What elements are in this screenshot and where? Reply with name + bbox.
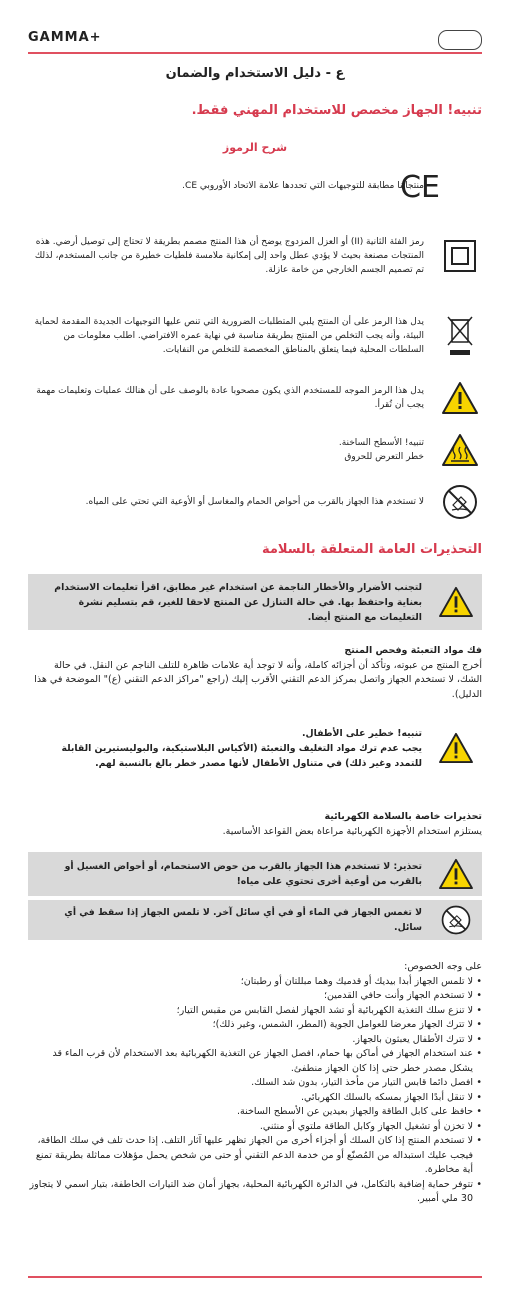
warning-triangle-icon (438, 376, 482, 420)
class-ii-insulation-icon (438, 234, 482, 278)
list-item: • لا تخزن أو تشغيل الجهاز وكابل الطاقة ملتوي أو منثني. (28, 1120, 482, 1135)
no-water-icon (438, 480, 482, 524)
electrical-section (28, 810, 482, 839)
water-warning-text-2: لا تغمس الجهاز في الماء أو في أي سائل آخر. لا تلمس الجهاز إذا سقط في أي سائل. (64, 907, 422, 933)
symbol-row-hot-surface (28, 428, 482, 472)
ce-mark-icon (400, 164, 482, 208)
symbol-row-warning (28, 376, 482, 420)
water-warning-box-1 (28, 852, 482, 896)
symbol-row-class-ii (28, 228, 482, 284)
list-item: • حافظ على كابل الطاقة والجهاز بعيدين عن الأسطح الساخنة. (28, 1105, 482, 1120)
professional-use-warning: تنبيه! الجهاز مخصص للاستخدام المهني فقط. (191, 103, 482, 118)
bottom-divider (28, 1276, 482, 1278)
unpacking-section (28, 644, 482, 702)
children-notice-text (28, 722, 430, 775)
list-item: • لا تترك الأطفال يعبثون بالجهاز. (28, 1033, 482, 1048)
symbol-text: تنبيه! الأسطح الساخنة. خطر التعرض للحروق (338, 438, 424, 462)
no-water-icon (430, 904, 482, 936)
in-particular-intro: على وجه الخصوص: (404, 961, 482, 972)
list-item: • لا تترك الجهاز معرضا للعوامل الجوية (المطر، الشمس، وغير ذلك)؛ (28, 1018, 482, 1033)
safety-section-title: التحذيرات العامة المتعلقة بالسلامة (262, 542, 482, 557)
symbol-text: لا تستخدم هذا الجهاز بالقرب من أحواض الحمام والمغاسل أو الأوعية التي تحتي على المياه. (85, 497, 424, 507)
safety-box-text: لتجنب الأضرار والأخطار الناجمة عن استخدام غير مطابق، اقرأ تعليمات الاستخدام بعناية واحتفظ بها. في حالة التنازل عن المنتج لاحقا للغير، قم بتسليم نشرة التعليمات مع المنتج أيضا. (54, 581, 422, 623)
svg-text:CE: CE (400, 170, 440, 205)
symbol-text: منتجاتنا مطابقة للتوجيهات التي تحددها علامة الاتحاد الأوروبي CE. (182, 181, 424, 191)
warning-triangle-icon (430, 732, 482, 764)
symbol-row-weee (28, 308, 482, 364)
children-notice-line1: تنبيه! خطير على الأطفال. (302, 727, 422, 739)
list-item: • عند استخدام الجهاز في أماكن بها حمام، افصل الجهاز عن التغذية الكهربائية بعد الاستخدام لأن قرب الماء قد يشكل مصدر خطر حتى إذا كان الجهاز منطفئ. (28, 1047, 482, 1076)
symbol-text: رمز الفئة الثانية (II) أو العزل المزدوج يوضح أن هذا المنتج مصمم بطريقة لا تحتاج إلى توصيل أرضي. هذه المنتجات مصنعة بحيث لا يؤدي عطل واحد إلى إمكانية ملامسة فلطيات خطيرة من جانب المستخدم، لذلك تم تصميم الجسم الخارجي من خامة عازلة. (34, 237, 424, 275)
brand-logo: GAMMA+ (28, 30, 102, 45)
document-title: ع - دليل الاستخدام والضمان (165, 66, 345, 81)
unpacking-heading: فك مواد التعبئة وفحص المنتج (344, 645, 482, 656)
list-item: • لا تلمس الجهاز أبدا بيديك أو قدميك وهما مبللتان أو رطبتان؛ (28, 975, 482, 990)
symbol-row-ce (28, 164, 482, 208)
warning-triangle-icon (430, 858, 482, 890)
language-badge (438, 30, 482, 50)
children-danger-notice (28, 722, 482, 774)
unpacking-body: أخرج المنتج من عبوته، وتأكد أن أجزائه كاملة، وأنه لا توجد أية علامات ظاهرة للتلف الناجم عن النقل. في حالة الشك، لا تستخدم الجهاز واتصل بمركز الدعم التقني الأقرب إليك (راجع "مراكز الدعم التقني (ع)" الموضحة في هذا الدليل). (34, 659, 482, 700)
in-particular-section (28, 960, 482, 1207)
list-item: • لا تنزع سلك التغذية الكهربائية أو تشد الجهاز لفصل القابس من مقبس التيار؛ (28, 1004, 482, 1019)
hot-surface-icon (438, 428, 482, 472)
precautions-list (28, 975, 482, 1207)
electrical-body: يستلزم استخدام الأجهزة الكهربائية مراعاة بعض القواعد الأساسية. (222, 825, 482, 837)
list-item: • لا تنقل أبدًا الجهاز بمسكه بالسلك الكهربائي. (28, 1091, 482, 1106)
electrical-heading: تحذيرات خاصة بالسلامة الكهربائية (324, 811, 482, 822)
water-warning-text-1: تحذير: لا تستخدم هذا الجهاز بالقرب من حوض الاستحمام، أو أحواض الغسيل أو بالقرب من أوعية أخرى تحتوي على مياه! (64, 861, 422, 887)
list-item: • لا تستخدم المنتج إذا كان السلك أو أجزاء أخرى من الجهاز تظهر عليها آثار التلف. إذا حدث تلف في سلك الطاقة، فيجب عليك استبداله من المُصنّع أو من خدمة الدعم التقني أو حتى من شخص يحمل مؤهلات مماثلة بطريقة تمنع أية مخاطرة. (28, 1134, 482, 1178)
warning-triangle-icon (430, 586, 482, 618)
list-item: • لا تستخدم الجهاز وأنت حافي القدمين؛ (28, 989, 482, 1004)
symbol-row-no-water (28, 480, 482, 524)
safety-instructions-box (28, 574, 482, 630)
list-item: • افصل دائما قابس التيار من مأخذ التيار، بدون شد السلك. (28, 1076, 482, 1091)
top-divider (28, 52, 482, 54)
weee-crossed-bin-icon (438, 314, 482, 358)
list-item: • تتوفر حماية إضافية بالتكامل، في الدائرة الكهربائية المحلية، بجهاز أمان ضد التيارات الخاطفة، بتيار اسمي لا يتجاوز 30 ملي أمبير. (28, 1178, 482, 1207)
children-notice-line2: يجب عدم ترك مواد التغليف والتعبئة (الأكياس البلاستيكية، والبوليستيرين القابلة للتمدد وغير ذلك) في متناول الأطفال لأنها مصدر خطر بالغ بالنسبة لهم. (61, 742, 422, 769)
symbols-title: شرح الرموز (222, 141, 288, 154)
symbol-text: يدل هذا الرمز الموجه للمستخدم الذي يكون مصحوبا عادة بالوصف على أن هنالك عمليات وتعليمات مهمة يجب أن تُقرأ. (36, 386, 424, 410)
water-warning-box-2 (28, 900, 482, 940)
symbol-text: يدل هذا الرمز على أن المنتج يلبي المتطلبات الضرورية التي تنص عليها التوجيهات الجديدة المقدمة لحماية البيئة، وأنه يجب التخلص من المنتج بطريقة مناسبة في نهاية عمره الافتراضي. اطلب معلومات من السلطات المحلية فيما يتعلق بالمناطق المخصصة للتخلص من النفايات. (34, 317, 424, 355)
